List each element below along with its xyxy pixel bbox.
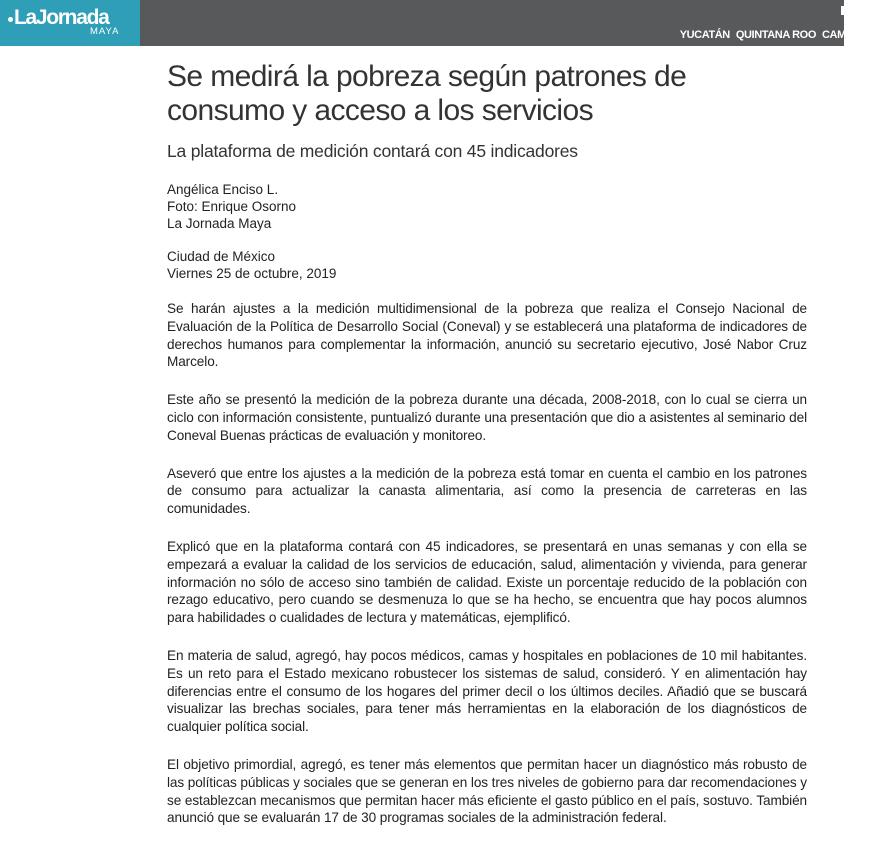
article-body xyxy=(167,300,807,827)
article-subtitle: La plataforma de medición contará con 45 indicadores xyxy=(167,141,578,161)
paragraph: Aseveró que entre los ajustes a la medición de la pobreza está tomar en cuenta el cambio en los patrones de consumo para actualizar la canasta alimentaria, así como la presencia de carreteras en las comunidades. xyxy=(167,465,807,517)
paragraph: El objetivo primordial, agregó, es tener más elementos que permitan hacer un diagnóstico más robusto de las políticas públicas y sociales que se generan en los tres niveles de gobierno para dar recomendaciones y se establezcan mecanismos que permitan hacer más eficiente el gasto público en el país, sostuvo. También anunció que se evaluarán 17 de 30 programas sociales de la administración federal. xyxy=(167,756,807,826)
nav-item-yucatan[interactable]: YUCATÁN xyxy=(679,29,730,41)
nav-item-campeche[interactable]: CAMPECHE xyxy=(822,29,882,41)
site-logo[interactable] xyxy=(0,0,140,46)
top-bar xyxy=(0,0,882,46)
photo-credit: Foto: Enrique Osorno xyxy=(167,199,297,214)
author: Angélica Enciso L. xyxy=(167,182,279,197)
article-byline xyxy=(167,181,807,232)
menu-icon[interactable] xyxy=(841,6,844,15)
logo-dot-icon xyxy=(8,17,13,22)
paragraph: Explicó que en la plataforma contará con 45 indicadores, se presentará en unas semanas y con ella se empezará a evaluar la calidad de los servicios de educación, salud, alimentación y vivienda, para generar información no sólo de acceso sino también de calidad. Existe un porcentaje reducido de la población con rezago educativo, pero cuando se desmenuza lo que se ha hecho, se encuentra que hay pocos alumnos para habilidades o cualidades de lectura y matemáticas, ejemplificó. xyxy=(167,538,807,626)
nav-item-quintana-roo[interactable]: QUINTANA ROO xyxy=(735,29,816,41)
paragraph: Se harán ajustes a la medición multidimensional de la pobreza que realiza el Consejo Nacional de Evaluación de la Política de Desarrollo Social (Coneval) y se establecerá una plataforma de indicadores de derechos humanos para complementar la información, anunció su secretario ejecutivo, José Nabor Cruz Marcelo. xyxy=(167,301,807,370)
article-title: Se medirá la pobreza según patrones de consumo y acceso a los servicios xyxy=(167,60,687,127)
article-dateline xyxy=(167,248,807,282)
source: La Jornada Maya xyxy=(167,216,272,231)
logo-text: LaJornada xyxy=(14,6,109,29)
article xyxy=(167,60,807,847)
logo-subtitle: MAYA xyxy=(90,26,120,37)
paragraph: En materia de salud, agregó, hay pocos médicos, camas y hospitales en poblaciones de 10 mil habitantes. Es un reto para el Estado mexicano robustecer los sistemas de salud, consideró. Y en alimentación hay diferencias entre el consumo de los hogares del primer decil o los últimos deciles. Añadió que se buscará visualizar las brechas sociales, para tener más herramientas en la elaboración de los diagnósticos de cualquier política social. xyxy=(167,647,807,735)
publish-date: Viernes 25 de octubre, 2019 xyxy=(167,266,337,281)
paragraph: Este año se presentó la medición de la pobreza durante una década, 2008-2018, con lo cual se cierra un ciclo con información consistente, puntualizó durante una presentación que dio a asistentes al seminario del Coneval Buenas prácticas de evaluación y monitoreo. xyxy=(167,392,807,443)
location: Ciudad de México xyxy=(167,249,276,264)
region-nav xyxy=(674,27,882,43)
